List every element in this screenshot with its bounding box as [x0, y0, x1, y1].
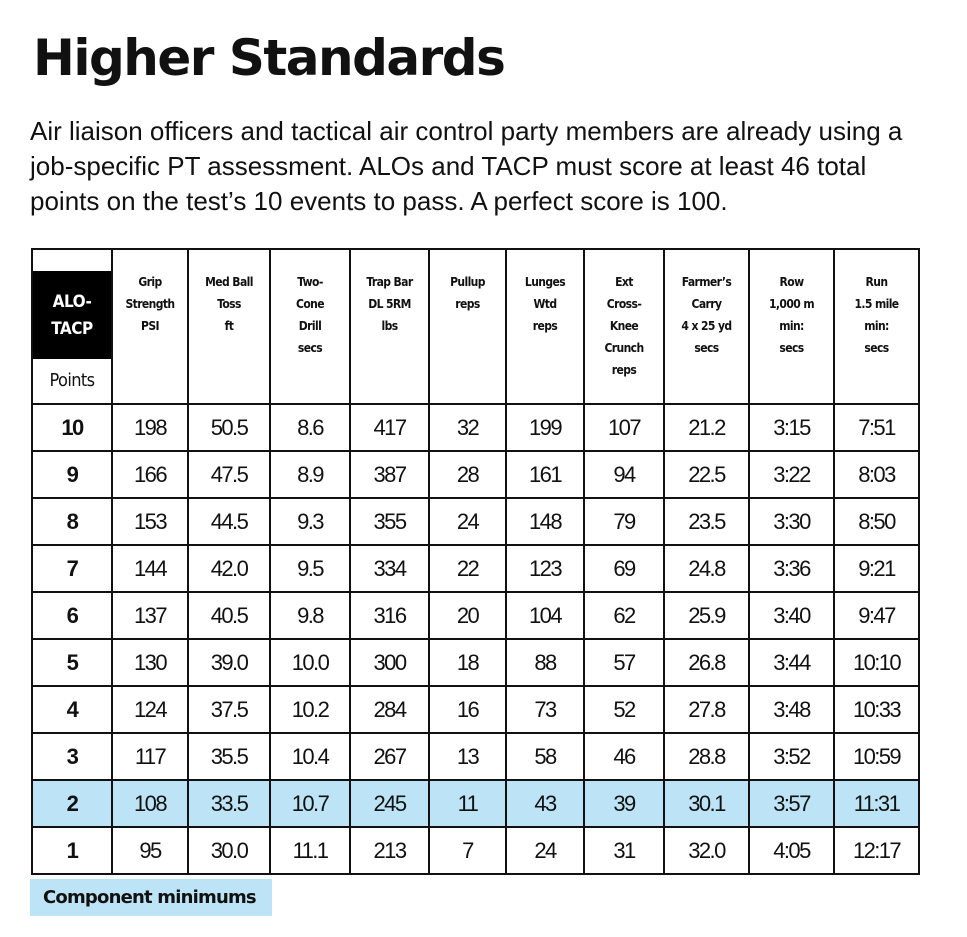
column-header-label: Run 1.5 mile min: secs — [854, 275, 899, 355]
table-cell: 117 — [112, 733, 188, 780]
component-minimums-legend: Component minimums — [30, 879, 272, 916]
column-header-label: Grip Strength PSI — [125, 275, 175, 333]
column-header-label: Med Ball Toss ft — [205, 275, 253, 333]
table-cell: 166 — [112, 451, 188, 498]
table-cell: 32 — [429, 404, 506, 451]
table-cell: 69 — [584, 545, 664, 592]
table-cell: 24 — [506, 827, 584, 874]
table-row — [32, 545, 919, 592]
table-cell: 137 — [112, 592, 188, 639]
table-cell: 245 — [350, 780, 429, 827]
table-cell: 8.6 — [270, 404, 350, 451]
table-cell: 24.8 — [664, 545, 749, 592]
table-row — [32, 733, 919, 780]
points-cell: 6 — [32, 592, 112, 639]
table-cell: 28.8 — [664, 733, 749, 780]
table-cell: 37.5 — [188, 686, 270, 733]
table-cell: 10:59 — [834, 733, 919, 780]
table-cell: 26.8 — [664, 639, 749, 686]
table-cell: 123 — [506, 545, 584, 592]
table-cell: 32.0 — [664, 827, 749, 874]
column-header-label: Trap Bar DL 5RM lbs — [366, 275, 413, 333]
points-label: Points — [49, 370, 95, 391]
column-header-label: Lunges Wtd reps — [524, 275, 566, 333]
table-row — [32, 592, 919, 639]
column-header-label: Pullup reps — [450, 275, 485, 311]
table-cell: 153 — [112, 498, 188, 545]
table-cell: 27.8 — [664, 686, 749, 733]
points-cell: 4 — [32, 686, 112, 733]
table-cell: 57 — [584, 639, 664, 686]
table-cell: 104 — [506, 592, 584, 639]
points-cell: 5 — [32, 639, 112, 686]
table-cell: 107 — [584, 404, 664, 451]
table-cell: 144 — [112, 545, 188, 592]
table-cell: 40.5 — [188, 592, 270, 639]
points-cell: 3 — [32, 733, 112, 780]
points-cell: 1 — [32, 827, 112, 874]
table-cell: 18 — [429, 639, 506, 686]
table-cell: 47.5 — [188, 451, 270, 498]
table-cell: 30.1 — [664, 780, 749, 827]
table-cell: 79 — [584, 498, 664, 545]
column-header — [664, 249, 749, 404]
column-header-label: Ext Cross- Knee Crunch reps — [604, 275, 644, 377]
table-cell: 39 — [584, 780, 664, 827]
table-cell: 11:31 — [834, 780, 919, 827]
table-cell: 39.0 — [188, 639, 270, 686]
column-header — [749, 249, 834, 404]
table-cell: 3:48 — [749, 686, 834, 733]
table-cell: 3:40 — [749, 592, 834, 639]
points-cell: 9 — [32, 451, 112, 498]
table-cell: 10.0 — [270, 639, 350, 686]
table-cell: 8.9 — [270, 451, 350, 498]
table-cell: 213 — [350, 827, 429, 874]
intro-paragraph: Air liaison officers and tactical air control party members are already using a job-specific PT assessment. ALOs and TACP must score at least 46 total points on the test’s 10 events to pass. A perfect score is 100. — [30, 116, 903, 216]
table-cell: 316 — [350, 592, 429, 639]
table-cell: 30.0 — [188, 827, 270, 874]
table-cell: 198 — [112, 404, 188, 451]
table-cell: 10:33 — [834, 686, 919, 733]
column-header — [350, 249, 429, 404]
table-cell: 31 — [584, 827, 664, 874]
column-header — [270, 249, 350, 404]
table-cell: 3:15 — [749, 404, 834, 451]
table-cell: 94 — [584, 451, 664, 498]
table-cell: 73 — [506, 686, 584, 733]
table-cell: 23.5 — [664, 498, 749, 545]
table-cell: 95 — [112, 827, 188, 874]
table-cell: 355 — [350, 498, 429, 545]
table-cell: 22.5 — [664, 451, 749, 498]
table-row-minimum — [32, 780, 919, 827]
table-cell: 22 — [429, 545, 506, 592]
table-cell: 16 — [429, 686, 506, 733]
table-cell: 8:03 — [834, 451, 919, 498]
table-cell: 9.8 — [270, 592, 350, 639]
table-cell: 267 — [350, 733, 429, 780]
table-cell: 33.5 — [188, 780, 270, 827]
table-row — [32, 827, 919, 874]
table-cell: 7:51 — [834, 404, 919, 451]
points-cell: 7 — [32, 545, 112, 592]
column-header — [506, 249, 584, 404]
table-cell: 52 — [584, 686, 664, 733]
table-cell: 4:05 — [749, 827, 834, 874]
column-header — [112, 249, 188, 404]
table-row — [32, 639, 919, 686]
table-row — [32, 404, 919, 451]
table-cell: 24 — [429, 498, 506, 545]
table-cell: 9:21 — [834, 545, 919, 592]
column-header — [584, 249, 664, 404]
table-cell: 284 — [350, 686, 429, 733]
table-cell: 44.5 — [188, 498, 270, 545]
table-cell: 10.2 — [270, 686, 350, 733]
column-header — [429, 249, 506, 404]
table-cell: 3:36 — [749, 545, 834, 592]
column-header — [188, 249, 270, 404]
table-cell: 161 — [506, 451, 584, 498]
column-header-label: Farmer’s Carry 4 x 25 yd secs — [681, 275, 732, 355]
table-cell: 50.5 — [188, 404, 270, 451]
table-cell: 334 — [350, 545, 429, 592]
corner-header — [32, 249, 112, 404]
table-cell: 42.0 — [188, 545, 270, 592]
table-cell: 124 — [112, 686, 188, 733]
table-cell: 417 — [350, 404, 429, 451]
table-cell: 28 — [429, 451, 506, 498]
points-cell: 10 — [32, 404, 112, 451]
table-cell: 10:10 — [834, 639, 919, 686]
points-cell: 2 — [32, 780, 112, 827]
table-cell: 88 — [506, 639, 584, 686]
table-cell: 21.2 — [664, 404, 749, 451]
page-title: Higher Standards — [33, 29, 505, 87]
table-cell: 9.5 — [270, 545, 350, 592]
table-cell: 11.1 — [270, 827, 350, 874]
table-cell: 43 — [506, 780, 584, 827]
table-cell: 7 — [429, 827, 506, 874]
column-header-label: Two- Cone Drill secs — [296, 275, 324, 355]
table-cell: 46 — [584, 733, 664, 780]
column-header-label: Row 1,000 m min: secs — [769, 275, 814, 355]
table-cell: 9.3 — [270, 498, 350, 545]
table-cell: 387 — [350, 451, 429, 498]
table-cell: 9:47 — [834, 592, 919, 639]
table-cell: 108 — [112, 780, 188, 827]
table-cell: 3:30 — [749, 498, 834, 545]
table-cell: 62 — [584, 592, 664, 639]
table-cell: 3:57 — [749, 780, 834, 827]
column-header — [834, 249, 919, 404]
table-row — [32, 498, 919, 545]
alo-tacp-label: ALO- TACP — [33, 271, 111, 359]
table-cell: 13 — [429, 733, 506, 780]
table-cell: 300 — [350, 639, 429, 686]
table-cell: 148 — [506, 498, 584, 545]
table-cell: 25.9 — [664, 592, 749, 639]
points-cell: 8 — [32, 498, 112, 545]
standards-table — [31, 248, 920, 875]
table-cell: 35.5 — [188, 733, 270, 780]
table-cell: 3:22 — [749, 451, 834, 498]
table-cell: 3:44 — [749, 639, 834, 686]
table-row — [32, 686, 919, 733]
table-cell: 58 — [506, 733, 584, 780]
table-cell: 12:17 — [834, 827, 919, 874]
header-row — [32, 249, 919, 404]
table-cell: 10.7 — [270, 780, 350, 827]
table-cell: 10.4 — [270, 733, 350, 780]
table-cell: 11 — [429, 780, 506, 827]
table-cell: 8:50 — [834, 498, 919, 545]
table-cell: 130 — [112, 639, 188, 686]
table-cell: 20 — [429, 592, 506, 639]
table-body — [32, 404, 919, 874]
table-row — [32, 451, 919, 498]
table-cell: 199 — [506, 404, 584, 451]
table-cell: 3:52 — [749, 733, 834, 780]
